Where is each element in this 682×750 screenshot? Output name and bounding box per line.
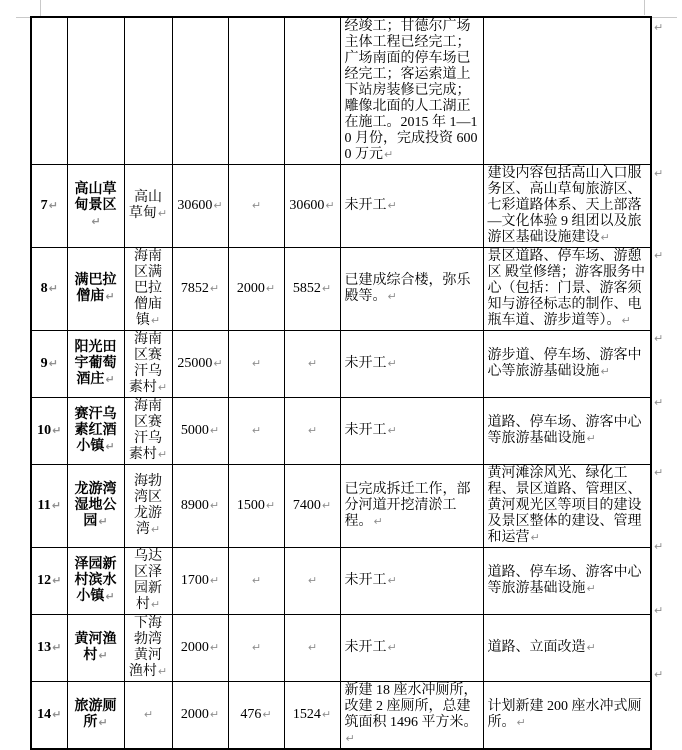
cell-project-name [67, 331, 124, 398]
pilcrow-mark: ↵ [209, 708, 220, 721]
cell-row-number [31, 465, 67, 548]
status-text: 未开工 [344, 573, 387, 588]
cell-progress-status [340, 248, 483, 331]
cell-location [124, 615, 172, 682]
pilcrow-mark: ↵ [48, 282, 58, 295]
total-investment: 5000 [180, 423, 209, 438]
pilcrow-mark: ↵ [384, 148, 394, 161]
location-text: 高山草甸 [128, 190, 162, 221]
pilcrow-mark: ↵ [150, 523, 161, 536]
pilcrow-mark: ↵ [150, 314, 161, 327]
cell-remaining-investment [284, 398, 340, 465]
cell-location [124, 398, 172, 465]
cell-completed-investment [228, 398, 284, 465]
cell-progress-status [340, 682, 483, 750]
cell-description [483, 682, 651, 750]
cell-location [124, 548, 172, 615]
pilcrow-mark: ↵ [265, 499, 276, 512]
location-text: 海南区满巴拉僧庙镇 [134, 249, 162, 328]
cell-completed-investment [228, 17, 284, 165]
pilcrow-mark: ↵ [307, 357, 318, 370]
cell-project-name [67, 548, 124, 615]
total-investment: 2000 [180, 640, 209, 655]
pilcrow-mark: ↵ [600, 231, 610, 244]
cell-remaining-investment [284, 548, 340, 615]
pilcrow-mark: ↵ [51, 499, 61, 512]
row-number: 9 [40, 356, 48, 371]
end-of-row-mark: ↵ [654, 466, 664, 479]
cell-completed-investment [228, 682, 284, 750]
row-number: 11 [37, 498, 51, 513]
end-of-row-mark: ↵ [654, 540, 664, 553]
pilcrow-mark: ↵ [586, 641, 596, 654]
pilcrow-mark: ↵ [143, 708, 154, 721]
pilcrow-mark: ↵ [209, 574, 220, 587]
pilcrow-mark: ↵ [52, 708, 62, 721]
pilcrow-mark: ↵ [105, 373, 115, 386]
cell-completed-investment [228, 548, 284, 615]
end-of-row-mark: ↵ [654, 604, 664, 617]
pilcrow-mark: ↵ [586, 582, 596, 595]
cell-total-investment [172, 615, 228, 682]
text-boundary-guide-horizontal-right [651, 17, 677, 18]
remaining-investment: 7400 [292, 498, 321, 513]
description-text: 道路、立面改造 [487, 640, 586, 655]
cell-location [124, 165, 172, 248]
project-name: 泽园新村滨水小镇 [74, 557, 117, 604]
remaining-investment: 1524 [292, 707, 321, 722]
cell-remaining-investment [284, 165, 340, 248]
cell-description [483, 615, 651, 682]
cell-row-number [31, 548, 67, 615]
pilcrow-mark: ↵ [387, 199, 397, 212]
total-investment: 7852 [180, 281, 209, 296]
pilcrow-mark: ↵ [307, 424, 318, 437]
cell-progress-status [340, 615, 483, 682]
location-text: 海南区赛汗乌素村 [128, 399, 162, 462]
cell-total-investment [172, 548, 228, 615]
end-of-row-mark: ↵ [654, 396, 664, 409]
cell-project-name [67, 398, 124, 465]
row-number: 8 [40, 281, 48, 296]
description-text: 黄河滩涂风光、绿化工程、景区道路、管理区、黄河观光区等项目的建设及景区整体的建设、管理和运营 [487, 466, 642, 545]
cell-total-investment [172, 248, 228, 331]
pilcrow-mark: ↵ [516, 716, 526, 729]
cell-progress-status [340, 165, 483, 248]
remaining-investment: 30600 [289, 198, 325, 213]
cell-remaining-investment [284, 331, 340, 398]
cell-project-name [67, 682, 124, 750]
text-boundary-guide-vertical-left [40, 0, 41, 16]
row-number: 14 [37, 707, 52, 722]
table-row [31, 398, 651, 465]
pilcrow-mark: ↵ [105, 290, 115, 303]
pilcrow-mark: ↵ [387, 290, 397, 303]
pilcrow-mark: ↵ [345, 732, 355, 745]
pilcrow-mark: ↵ [213, 357, 223, 370]
project-name: 旅游厕所 [74, 699, 117, 730]
table-row [31, 465, 651, 548]
pilcrow-mark: ↵ [52, 574, 62, 587]
project-name: 龙游湾湿地公园 [74, 482, 117, 529]
status-text: 未开工 [344, 423, 387, 438]
status-text: 未开工 [344, 356, 387, 371]
cell-project-name [67, 248, 124, 331]
pilcrow-mark: ↵ [209, 424, 220, 437]
total-investment: 25000 [177, 356, 213, 371]
pilcrow-mark: ↵ [48, 199, 58, 212]
pilcrow-mark: ↵ [265, 282, 276, 295]
cell-completed-investment [228, 615, 284, 682]
pilcrow-mark: ↵ [157, 665, 168, 678]
cell-description [483, 248, 651, 331]
cell-completed-investment [228, 165, 284, 248]
cell-description [483, 165, 651, 248]
cell-location [124, 17, 172, 165]
pilcrow-mark: ↵ [98, 649, 108, 662]
cell-location [124, 465, 172, 548]
table-row [31, 615, 651, 682]
location-text: 乌达区泽园新村 [134, 549, 162, 612]
cell-remaining-investment [284, 682, 340, 750]
end-of-row-mark: ↵ [654, 668, 664, 681]
pilcrow-mark: ↵ [98, 716, 108, 729]
cell-location [124, 331, 172, 398]
pilcrow-mark: ↵ [105, 440, 115, 453]
cell-description [483, 17, 651, 165]
pilcrow-mark: ↵ [321, 499, 332, 512]
pilcrow-mark: ↵ [213, 199, 223, 212]
cell-description [483, 331, 651, 398]
cell-progress-status [340, 17, 483, 165]
project-name: 满巴拉僧庙 [74, 273, 117, 304]
cell-location [124, 682, 172, 750]
pilcrow-mark: ↵ [621, 314, 631, 327]
pilcrow-mark: ↵ [157, 207, 168, 220]
cell-row-number [31, 331, 67, 398]
cell-location [124, 248, 172, 331]
cell-project-name [67, 17, 124, 165]
pilcrow-mark: ↵ [586, 432, 596, 445]
text-boundary-guide-horizontal-left [16, 17, 30, 18]
cell-row-number [31, 165, 67, 248]
cell-progress-status [340, 331, 483, 398]
cell-row-number [31, 398, 67, 465]
end-of-row-mark: ↵ [654, 21, 664, 34]
pilcrow-mark: ↵ [387, 424, 397, 437]
description-text: 建设内容包括高山入口服务区、高山草甸旅游区、七彩道路体系、天上部落—文化体验 9 组团以及旅游区基础设施建设 [487, 166, 642, 245]
cell-remaining-investment [284, 17, 340, 165]
cell-completed-investment [228, 465, 284, 548]
cell-progress-status [340, 548, 483, 615]
total-investment: 8900 [180, 498, 209, 513]
status-text: 未开工 [344, 198, 387, 213]
pilcrow-mark: ↵ [251, 424, 262, 437]
pilcrow-mark: ↵ [209, 499, 220, 512]
row-number: 13 [37, 640, 52, 655]
pilcrow-mark: ↵ [387, 574, 397, 587]
pilcrow-mark: ↵ [209, 641, 220, 654]
location-text: 海勃湾区龙游湾 [134, 474, 162, 537]
pilcrow-mark: ↵ [91, 215, 101, 228]
total-investment: 2000 [180, 707, 209, 722]
cell-project-name [67, 465, 124, 548]
status-text: 已建成综合楼，弥乐殿等。 [344, 273, 471, 304]
cell-total-investment [172, 398, 228, 465]
text-boundary-guide-vertical-right [644, 0, 645, 15]
end-of-row-mark: ↵ [654, 249, 664, 262]
pilcrow-mark: ↵ [157, 381, 168, 394]
cell-description [483, 548, 651, 615]
table-row [31, 682, 651, 750]
row-number: 10 [37, 423, 52, 438]
description-text: 计划新建 200 座水冲式厕所。 [487, 699, 642, 730]
table-row [31, 331, 651, 398]
pilcrow-mark: ↵ [387, 357, 397, 370]
completed-investment: 1500 [236, 498, 265, 513]
cell-progress-status [340, 398, 483, 465]
completed-investment: 476 [240, 707, 262, 722]
row-number: 12 [37, 573, 52, 588]
pilcrow-mark: ↵ [157, 448, 168, 461]
pilcrow-mark: ↵ [251, 199, 262, 212]
pilcrow-mark: ↵ [307, 574, 318, 587]
description-text: 游步道、停车场、游客中心等旅游基础设施 [487, 348, 642, 379]
pilcrow-mark: ↵ [262, 708, 272, 721]
cell-project-name [67, 165, 124, 248]
cell-row-number [31, 682, 67, 750]
pilcrow-mark: ↵ [98, 515, 108, 528]
cell-total-investment [172, 165, 228, 248]
project-name: 高山草甸景区 [74, 182, 117, 213]
cell-completed-investment [228, 331, 284, 398]
location-text: 海南区赛汗乌素村 [128, 332, 162, 395]
pilcrow-mark: ↵ [387, 641, 397, 654]
table-row-continuation [31, 17, 651, 165]
end-of-row-mark: ↵ [654, 167, 664, 180]
table-row [31, 548, 651, 615]
cell-total-investment [172, 682, 228, 750]
table-row [31, 248, 651, 331]
total-investment: 30600 [177, 198, 213, 213]
pilcrow-mark: ↵ [52, 424, 62, 437]
status-text: 经竣工；甘德尔广场主体工程已经完工；广场南面的停车场已经完工；客运索道上下站房装修已完成；雕像北面的人工湖正在施工。2015 年 1—10 月份，完成投资 6000 万元 [344, 19, 478, 162]
table-row [31, 165, 651, 248]
description-text: 道路、停车场、游客中心等旅游基础设施 [487, 565, 642, 596]
end-of-row-mark: ↵ [654, 332, 664, 345]
pilcrow-mark: ↵ [373, 515, 383, 528]
project-table [30, 16, 652, 750]
status-text: 未开工 [344, 640, 387, 655]
pilcrow-mark: ↵ [600, 365, 610, 378]
cell-row-number [31, 248, 67, 331]
description-text: 道路、停车场、游客中心等旅游基础设施 [487, 415, 642, 446]
pilcrow-mark: ↵ [325, 199, 335, 212]
description-text: 景区道路、停车场、游憩区 殿堂修缮；游客服务中心（包括：门景、游客须知与游径标志的制作、电瓶车道、游步道等）。 [487, 249, 645, 328]
pilcrow-mark: ↵ [48, 357, 58, 370]
total-investment: 1700 [180, 573, 209, 588]
pilcrow-mark: ↵ [251, 641, 262, 654]
pilcrow-mark: ↵ [321, 708, 332, 721]
row-number: 7 [40, 198, 48, 213]
pilcrow-mark: ↵ [251, 574, 262, 587]
cell-total-investment [172, 331, 228, 398]
pilcrow-mark: ↵ [150, 598, 161, 611]
pilcrow-mark: ↵ [52, 641, 62, 654]
project-name: 赛汗乌素红酒小镇 [74, 407, 117, 454]
cell-completed-investment [228, 248, 284, 331]
cell-remaining-investment [284, 248, 340, 331]
status-text: 已完成拆迁工作，部分河道开挖清淤工程。 [344, 482, 471, 529]
cell-project-name [67, 615, 124, 682]
location-text: 下海勃湾黄河渔村 [128, 616, 162, 679]
status-text: 新建 18 座水冲厕所，改建 2 座厕所，总建筑面积 1496 平方米。 [344, 683, 478, 730]
project-name: 阳光田宇葡萄酒庄 [74, 340, 117, 387]
pilcrow-mark: ↵ [307, 641, 318, 654]
pilcrow-mark: ↵ [105, 590, 115, 603]
pilcrow-mark: ↵ [530, 531, 540, 544]
cell-remaining-investment [284, 615, 340, 682]
pilcrow-mark: ↵ [209, 282, 220, 295]
project-name: 黄河渔村 [74, 632, 117, 663]
cell-remaining-investment [284, 465, 340, 548]
cell-total-investment [172, 17, 228, 165]
cell-description [483, 465, 651, 548]
cell-total-investment [172, 465, 228, 548]
completed-investment: 2000 [236, 281, 265, 296]
cell-progress-status [340, 465, 483, 548]
remaining-investment: 5852 [292, 281, 321, 296]
pilcrow-mark: ↵ [321, 282, 332, 295]
cell-row-number [31, 615, 67, 682]
cell-row-number [31, 17, 67, 165]
pilcrow-mark: ↵ [251, 357, 262, 370]
cell-description [483, 398, 651, 465]
